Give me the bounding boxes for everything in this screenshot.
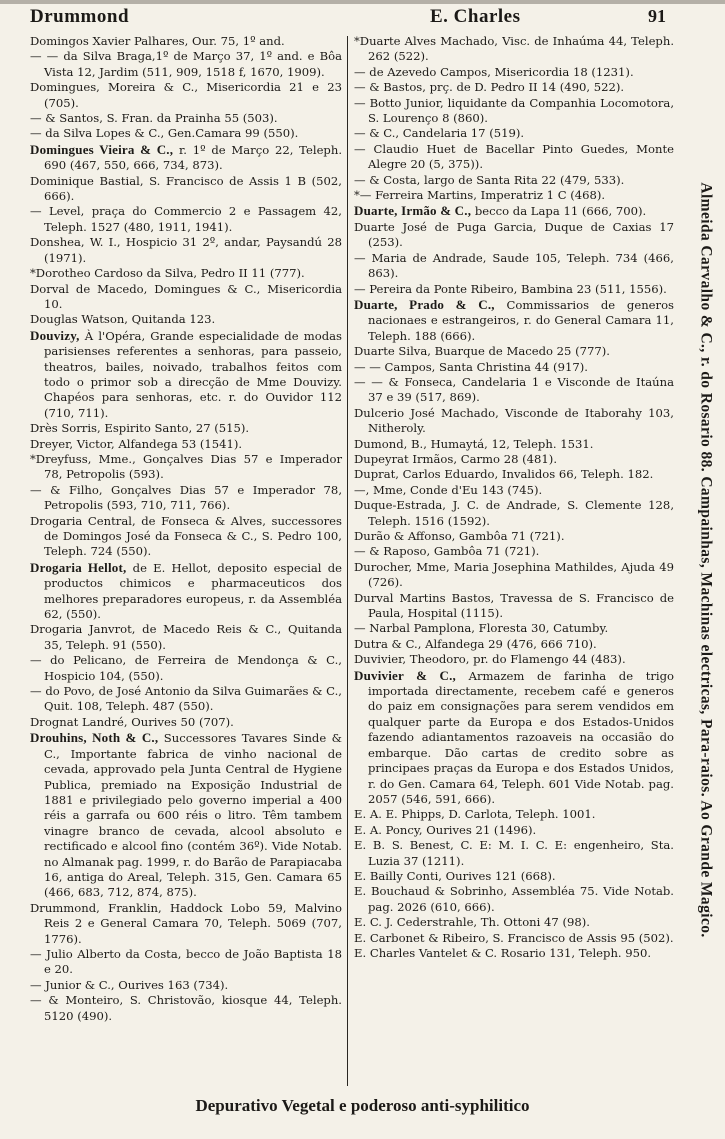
directory-entry xyxy=(354,65,674,80)
directory-entry xyxy=(354,869,674,884)
entry-text: —, Mme, Conde d'Eu 143 (745). xyxy=(354,482,543,497)
directory-entry xyxy=(30,266,342,281)
directory-entry xyxy=(30,452,342,483)
entry-text: Commissarios de generos nacionaes e estrangeiros, r. do General Camara 11, Teleph. 188 (666). xyxy=(368,297,674,343)
directory-entry xyxy=(30,978,342,993)
entry-text: E. B. S. Benest, C. E: M. I. C. E: engenheiro, Sta. Luzia 37 (1211). xyxy=(354,838,674,868)
entry-firm-name: Douvizy, xyxy=(30,327,80,343)
entry-text: r. 1º de Março 22, Teleph. 690 (467, 550, 666, 734, 873). xyxy=(44,142,343,173)
entry-text: À l'Opéra, Grande especialidade de modas parisienses referentes a senhoras, para passeio, theatros, bailes, noivado, trabalhos feitos com todo o primor sob a direcção de Mme Douvizy. Chapéos para senhoras, etc. r. do Ouvidor 112 (710, 711). xyxy=(44,328,342,420)
directory-entry xyxy=(30,142,342,174)
left-column xyxy=(30,34,342,1024)
entry-text: — Narbal Pamplona, Floresta 30, Catumby. xyxy=(354,621,609,636)
entry-text: Domingues, Moreira & C., Misericordia 21 e 23 (705). xyxy=(30,80,342,110)
directory-entry xyxy=(30,204,342,235)
entry-text: Dorval de Macedo, Domingues & C., Misericordia 10. xyxy=(30,281,342,311)
entry-text: — & Raposo, Gambôa 71 (721). xyxy=(354,544,540,559)
entry-text: E. A. E. Phipps, D. Carlota, Teleph. 1001. xyxy=(354,807,596,822)
directory-entry xyxy=(30,901,342,947)
directory-entry xyxy=(354,375,674,406)
entry-text: Duarte José de Puga Garcia, Duque de Caxias 17 (253). xyxy=(354,219,674,250)
directory-entry xyxy=(354,668,674,808)
entry-text: — da Silva Lopes & C., Gen.Camara 99 (550). xyxy=(30,126,299,141)
directory-entry xyxy=(354,437,674,452)
directory-entry xyxy=(354,807,674,822)
entry-text: E. A. Poncy, Ourives 21 (1496). xyxy=(354,822,537,837)
directory-entry xyxy=(354,220,674,251)
directory-entry xyxy=(30,993,342,1024)
entry-text: Drogaria Janvrot, de Macedo Reis & C., Quitanda 35, Teleph. 91 (550). xyxy=(30,622,342,652)
directory-entry xyxy=(354,560,674,591)
entry-firm-name: Drogaria Hellot, xyxy=(30,559,127,575)
directory-entry xyxy=(354,838,674,869)
entry-text: — & C., Candelaria 17 (519). xyxy=(354,126,525,141)
entry-text: *Duarte Alves Machado, Visc. de Inhaúma 44, Teleph. 262 (522). xyxy=(354,34,674,64)
entry-text: Duque-Estrada, J. C. de Andrade, S. Clemente 128, Teleph. 1516 (1592). xyxy=(354,498,674,528)
directory-entry xyxy=(354,34,674,65)
entry-text: Duprat, Carlos Eduardo, Invalidos 66, Teleph. 182. xyxy=(354,467,654,482)
entry-firm-name: Domingues Vieira & C., xyxy=(30,141,174,157)
directory-entry xyxy=(354,282,674,297)
running-header xyxy=(30,6,690,34)
entry-text: Duvivier, Theodoro, pr. do Flamengo 44 (483). xyxy=(354,652,626,667)
footer-advertisement: Depurativo Vegetal e poderoso anti-syphilitico xyxy=(195,1096,530,1115)
directory-entry xyxy=(30,622,342,653)
entry-text: E. Carbonet & Ribeiro, S. Francisco de Assis 95 (502). xyxy=(354,930,674,945)
entry-text: — & Filho, Gonçalves Dias 57 e Imperador 78, Petropolis (593, 710, 711, 766). xyxy=(30,482,342,513)
directory-entry xyxy=(354,544,674,559)
entry-firm-name: Duvivier & C., xyxy=(354,667,457,683)
entry-text: — & Monteiro, S. Christovão, kiosque 44, Teleph. 5120 (490). xyxy=(30,993,342,1023)
entry-text: — Maria de Andrade, Saude 105, Teleph. 734 (466, 863). xyxy=(354,250,674,281)
header-left-term: Drummond xyxy=(30,6,130,27)
directory-entry xyxy=(30,560,342,623)
page-number: 91 xyxy=(648,6,666,26)
entry-text: Dutra & C., Alfandega 29 (476, 666 710). xyxy=(354,636,597,651)
page-top-edge xyxy=(0,0,725,4)
directory-entry xyxy=(354,344,674,359)
directory-entry xyxy=(354,931,674,946)
entry-text: — do Povo, de José Antonio da Silva Guimarães & C., Quit. 108, Teleph. 487 (550). xyxy=(30,684,342,714)
entry-text: Dreyer, Victor, Alfandega 53 (1541). xyxy=(30,436,243,451)
entry-text: — Claudio Huet de Bacellar Pinto Guedes, Monte Alegre 20 (5, 375)). xyxy=(354,141,674,172)
side-advertisement-text: Almeida Carvalho & C., r. do Rosario 88. Campainhas, Machinas electricas, Para-raios. Ao Grande Magico. xyxy=(698,182,716,938)
entry-text: — & Santos, S. Fran. da Prainha 55 (503). xyxy=(30,111,278,126)
entry-text: E. Bouchaud & Sobrinho, Assembléa 75. Vide Notab. pag. 2026 (610, 666). xyxy=(354,884,674,914)
entry-text: Dupeyrat Irmãos, Carmo 28 (481). xyxy=(354,451,558,466)
directory-entry xyxy=(30,126,342,141)
directory-entry xyxy=(30,730,342,900)
entry-text: E. Bailly Conti, Ourives 121 (668). xyxy=(354,868,556,883)
directory-entry xyxy=(30,437,342,452)
entry-text: — de Azevedo Campos, Misericordia 18 (1231). xyxy=(354,64,634,79)
entry-text: Drummond, Franklin, Haddock Lobo 59, Malvino Reis 2 e General Camara 70, Teleph. 5069 (707, 1776). xyxy=(30,900,342,946)
directory-entry xyxy=(354,591,674,622)
directory-entry xyxy=(354,297,674,344)
directory-entry xyxy=(30,947,342,978)
directory-entry xyxy=(30,421,342,436)
entry-text: — Junior & C., Ourives 163 (734). xyxy=(30,977,229,992)
entry-text: Armazem de farinha de trigo importada directamente, recebem café e generos do paiz em consignações para serem vendidos em qualquer parte da Europa e dos Estados-Unidos fazendo adiantamentos razoaveis na occasião do embarque. Dão cartas de credito sobre as principaes praças da Europa e dos Estados Unidos, r. do Gen. Camara 64, Teleph. 601 Vide Notab. pag. 2057 (546, 591, 666). xyxy=(368,668,674,806)
directory-entry xyxy=(30,80,342,111)
header-right-term: E. Charles xyxy=(430,6,521,27)
entry-text: Douglas Watson, Quitanda 123. xyxy=(30,312,216,327)
entry-text: Durão & Affonso, Gambôa 71 (721). xyxy=(354,529,565,543)
entry-text: Duarte Silva, Buarque de Macedo 25 (777). xyxy=(354,344,610,359)
directory-entry xyxy=(354,946,674,961)
entry-text: E. C. J. Cederstrahle, Th. Ottoni 47 (98). xyxy=(354,915,590,930)
entry-text: Durval Martins Bastos, Travessa de S. Francisco de Paula, Hospital (1115). xyxy=(354,590,674,621)
directory-entry xyxy=(354,529,674,544)
directory-entry xyxy=(354,823,674,838)
entry-text: — & Bastos, prç. de D. Pedro II 14 (490, 522). xyxy=(354,80,625,95)
directory-entry xyxy=(354,142,674,173)
directory-entry xyxy=(30,312,342,327)
entry-text: — Level, praça do Commercio 2 e Passagem 42, Teleph. 1527 (480, 1911, 1941). xyxy=(30,204,342,234)
entry-firm-name: Duarte, Prado & C., xyxy=(354,296,495,312)
entry-text: *Dreyfuss, Mme., Gonçalves Dias 57 e Imperador 78, Petropolis (593). xyxy=(30,451,342,482)
entry-text: — — & Fonseca, Candelaria 1 e Visconde de Itaúna 37 e 39 (517, 869). xyxy=(354,374,674,405)
directory-entry xyxy=(30,514,342,560)
directory-entry xyxy=(354,126,674,141)
directory-entry xyxy=(354,483,674,498)
entry-text: de E. Hellot, deposito especial de productos chimicos e pharmaceuticos dos melhores preparadores europeus, r. da Assembléa 62, (550). xyxy=(44,560,342,622)
entry-text: Drès Sorris, Espirito Santo, 27 (515). xyxy=(30,421,250,436)
directory-entry xyxy=(354,452,674,467)
directory-entry xyxy=(354,637,674,652)
directory-entry xyxy=(30,174,342,205)
entry-text: — — Campos, Santa Christina 44 (917). xyxy=(354,359,588,374)
directory-entry xyxy=(354,498,674,529)
entry-text: Dominique Bastial, S. Francisco de Assis 1 B (502, 666). xyxy=(30,173,342,204)
directory-entry xyxy=(354,188,674,203)
entry-text: Drognat Landré, Ourives 50 (707). xyxy=(30,714,234,729)
entry-text: Durocher, Mme, Maria Josephina Mathildes, Ajuda 49 (726). xyxy=(354,559,674,590)
entry-text: — — da Silva Braga,1º de Março 37, 1º and. e Bôa Vista 12, Jardim (511, 909, 1518 f, 1670, 1909). xyxy=(30,49,342,79)
directory-entry xyxy=(354,406,674,437)
directory-entry xyxy=(30,328,342,421)
directory-entry xyxy=(354,467,674,482)
entry-text: — Julio Alberto da Costa, becco de João Baptista 18 e 20. xyxy=(30,946,342,977)
directory-entry xyxy=(354,251,674,282)
entry-text: becco da Lapa 11 (666, 700). xyxy=(471,204,647,219)
directory-entry xyxy=(354,884,674,915)
directory-entry xyxy=(354,80,674,95)
directory-entry xyxy=(354,96,674,127)
entry-firm-name: Duarte, Irmão & C., xyxy=(354,203,472,219)
entry-text: Dumond, B., Humaytá, 12, Teleph. 1531. xyxy=(354,436,594,451)
entry-text: — Botto Junior, liquidante da Companhia Locomotora, S. Lourenço 8 (860). xyxy=(354,95,674,126)
directory-entry xyxy=(30,34,342,49)
directory-entry xyxy=(30,49,342,80)
entry-firm-name: Drouhins, Noth & C., xyxy=(30,730,159,746)
entry-text: Domingos Xavier Palhares, Our. 75, 1º and. xyxy=(30,34,285,48)
entry-text: — do Pelicano, de Ferreira de Mendonça & C., Hospicio 104, (550). xyxy=(30,653,342,683)
directory-entry xyxy=(30,653,342,684)
directory-entry xyxy=(30,235,342,266)
entry-text: E. Charles Vantelet & C. Rosario 131, Teleph. 950. xyxy=(354,945,652,960)
column-divider xyxy=(347,36,348,1086)
entry-text: *— Ferreira Martins, Imperatriz 1 C (468). xyxy=(354,188,606,203)
side-advertisement xyxy=(690,20,722,1100)
entry-text: Donshea, W. I., Hospicio 31 2º, andar, Paysandú 28 (1971). xyxy=(30,235,342,265)
entry-text: — & Costa, largo de Santa Rita 22 (479, 533). xyxy=(354,172,625,187)
directory-entry xyxy=(354,173,674,188)
directory-entry xyxy=(30,684,342,715)
entry-text: *Dorotheo Cardoso da Silva, Pedro II 11 (777). xyxy=(30,266,305,281)
directory-entry xyxy=(30,715,342,730)
right-column xyxy=(354,34,674,961)
entry-text: — Pereira da Ponte Ribeiro, Bambina 23 (511, 1556). xyxy=(354,281,667,296)
directory-entry xyxy=(354,652,674,667)
directory-entry xyxy=(354,203,674,219)
directory-entry xyxy=(30,483,342,514)
entry-text: Drogaria Central, de Fonseca & Alves, successores de Domingos José da Fonseca & C., S. Pedro 100, Teleph. 724 (550). xyxy=(30,513,342,559)
directory-entry xyxy=(354,621,674,636)
directory-entry xyxy=(354,915,674,930)
entry-text: Dulcerio José Machado, Visconde de Itaborahy 103, Nitheroly. xyxy=(354,405,674,436)
directory-entry xyxy=(30,282,342,313)
directory-entry xyxy=(30,111,342,126)
entry-text: Successores Tavares Sinde & C., Importante fabrica de vinho nacional de cevada, approvado pela Junta Central de Hygiene Publica, premiado na Exposição Industrial de 1881 e privilegiado pelo governo imperial a 400 réis a garrafa ou 600 réis o litro. Têm tambem vinagre branco de cevada, alcool absoluto e rectificado e alcool fino (contém 36º). Vide Notab. no Almanak pag. 1999, r. do Barão de Parapiacaba 16, antiga do Areal, Teleph. 315, Gen. Camara 65 (466, 683, 712, 874, 875). xyxy=(44,731,342,900)
directory-entry xyxy=(354,360,674,375)
